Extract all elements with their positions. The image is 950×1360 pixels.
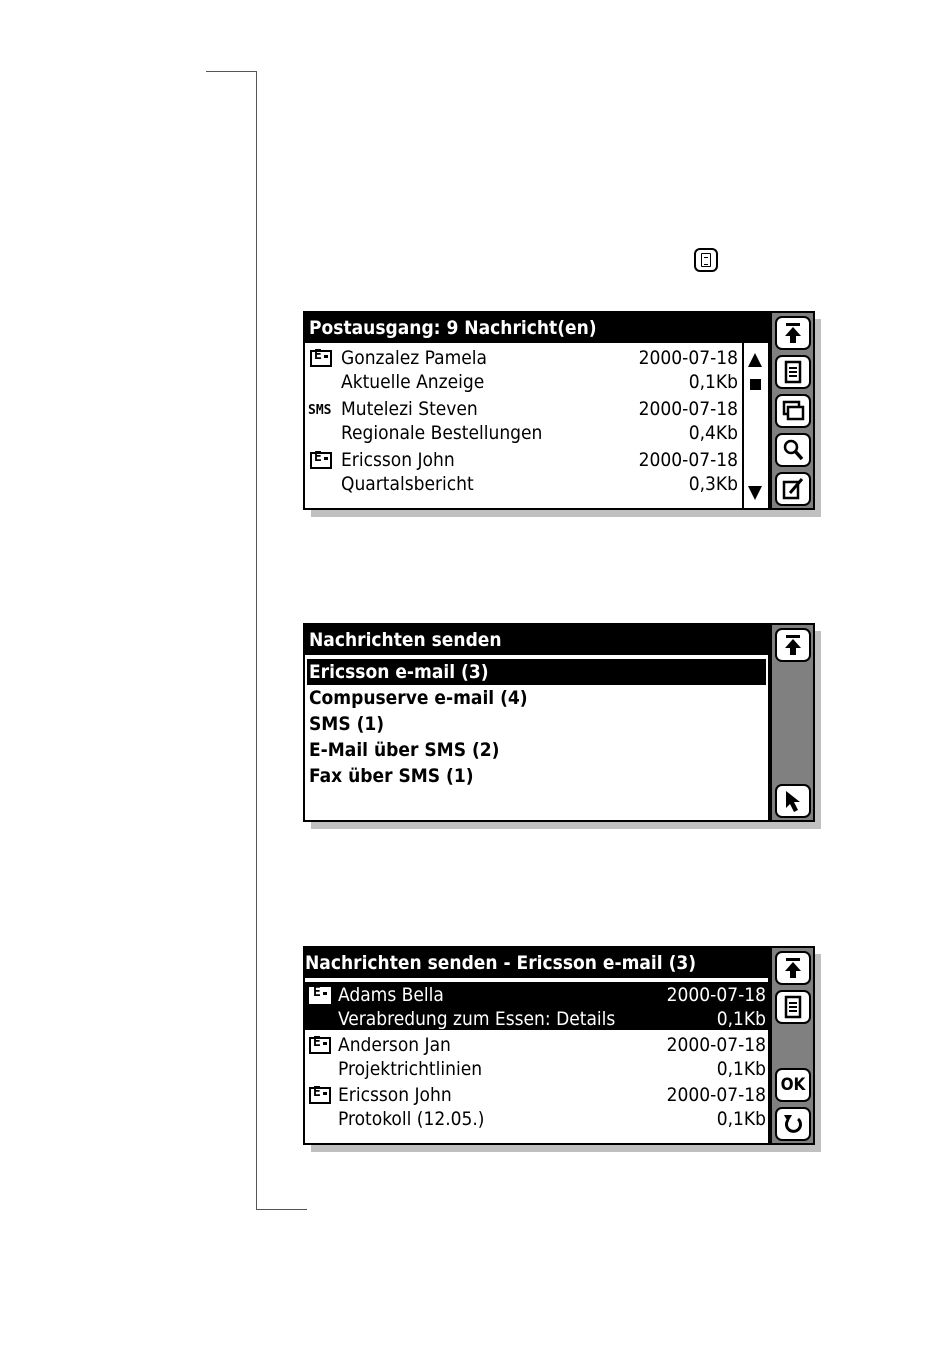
message-subject: Quartalsbericht (341, 473, 474, 495)
command-bar (770, 946, 815, 1145)
menu-icon (777, 357, 809, 387)
message-row[interactable] (305, 1082, 768, 1133)
ericsson-email-screen (303, 946, 823, 1154)
command-bar (770, 311, 815, 510)
close-button[interactable] (775, 316, 811, 350)
search-button[interactable] (775, 433, 811, 467)
menu-button[interactable] (775, 990, 811, 1024)
pointer-icon (777, 786, 809, 816)
ericsson-email-list-pane (303, 946, 770, 1145)
envelope-icon (309, 1087, 331, 1104)
message-row[interactable] (305, 982, 768, 1030)
scroll-thumb[interactable] (750, 379, 761, 390)
windows-button[interactable] (775, 394, 811, 428)
message-recipient: Ericsson John (341, 449, 455, 471)
account-item[interactable]: Ericsson e-mail (3) (307, 659, 766, 685)
message-date: 2000-07-18 (638, 347, 738, 369)
outbox-screen (303, 311, 823, 521)
ok-label: OK (780, 1075, 806, 1095)
select-button[interactable] (775, 784, 811, 818)
ok-button[interactable] (775, 1068, 811, 1102)
outbox-title: Postausgang: 9 Nachricht(en) (305, 313, 768, 343)
envelope-icon (309, 987, 331, 1004)
message-date: 2000-07-18 (638, 449, 738, 471)
message-recipient: Ericsson John (338, 1084, 452, 1106)
send-messages-title: Nachrichten senden (305, 625, 768, 655)
close-icon (777, 953, 809, 983)
message-recipient: Adams Bella (338, 984, 444, 1006)
margin-rule-top (206, 71, 257, 72)
undo-button[interactable] (775, 1107, 811, 1141)
message-size: 0,4Kb (688, 422, 738, 444)
sms-icon: SMS (308, 403, 332, 418)
message-size: 0,1Kb (688, 371, 738, 393)
outbox-list-pane (303, 311, 770, 510)
menu-icon (777, 992, 809, 1022)
message-row[interactable] (305, 396, 768, 447)
menu-key-icon (694, 248, 718, 272)
command-bar (770, 623, 815, 822)
message-date: 2000-07-18 (638, 398, 738, 420)
message-recipient: Mutelezi Steven (341, 398, 478, 420)
message-size: 0,3Kb (688, 473, 738, 495)
message-recipient: Gonzalez Pamela (341, 347, 487, 369)
menu-button[interactable] (775, 355, 811, 389)
message-row[interactable] (305, 447, 768, 498)
undo-icon (777, 1109, 809, 1139)
send-messages-screen (303, 623, 823, 831)
scroll-down-arrow-icon[interactable] (748, 486, 762, 500)
account-item[interactable]: SMS (1) (309, 713, 385, 735)
message-subject: Verabredung zum Essen: Details (338, 1008, 616, 1030)
scroll-up-arrow-icon[interactable] (748, 353, 762, 367)
message-subject: Protokoll (12.05.) (338, 1108, 485, 1130)
compose-icon (777, 474, 809, 504)
message-subject: Aktuelle Anzeige (341, 371, 485, 393)
message-recipient: Anderson Jan (338, 1034, 451, 1056)
account-item[interactable]: E-Mail über SMS (2) (309, 739, 500, 761)
envelope-icon (310, 350, 332, 367)
message-size: 0,1Kb (716, 1058, 766, 1080)
search-icon (777, 435, 809, 465)
message-date: 2000-07-18 (666, 984, 766, 1006)
message-size: 0,1Kb (716, 1008, 766, 1030)
account-item[interactable]: Fax über SMS (1) (309, 765, 474, 787)
message-date: 2000-07-18 (666, 1084, 766, 1106)
envelope-icon (309, 1037, 331, 1054)
close-button[interactable] (775, 628, 811, 662)
close-icon (777, 630, 809, 660)
message-row[interactable] (305, 1032, 768, 1083)
close-icon (777, 318, 809, 348)
message-subject: Regionale Bestellungen (341, 422, 543, 444)
message-subject: Projektrichtlinien (338, 1058, 483, 1080)
ericsson-email-title: Nachrichten senden - Ericsson e-mail (3) (305, 948, 768, 978)
close-button[interactable] (775, 951, 811, 985)
margin-rule-bottom (256, 1209, 307, 1210)
message-row[interactable] (305, 345, 768, 396)
scrollbar[interactable] (742, 343, 768, 508)
send-messages-list-pane (303, 623, 770, 822)
margin-rule-vertical (256, 71, 257, 1210)
message-size: 0,1Kb (716, 1108, 766, 1130)
compose-button[interactable] (775, 472, 811, 506)
account-item[interactable]: Compuserve e-mail (4) (309, 687, 528, 709)
envelope-icon (310, 452, 332, 469)
windows-icon (777, 396, 809, 426)
message-date: 2000-07-18 (666, 1034, 766, 1056)
